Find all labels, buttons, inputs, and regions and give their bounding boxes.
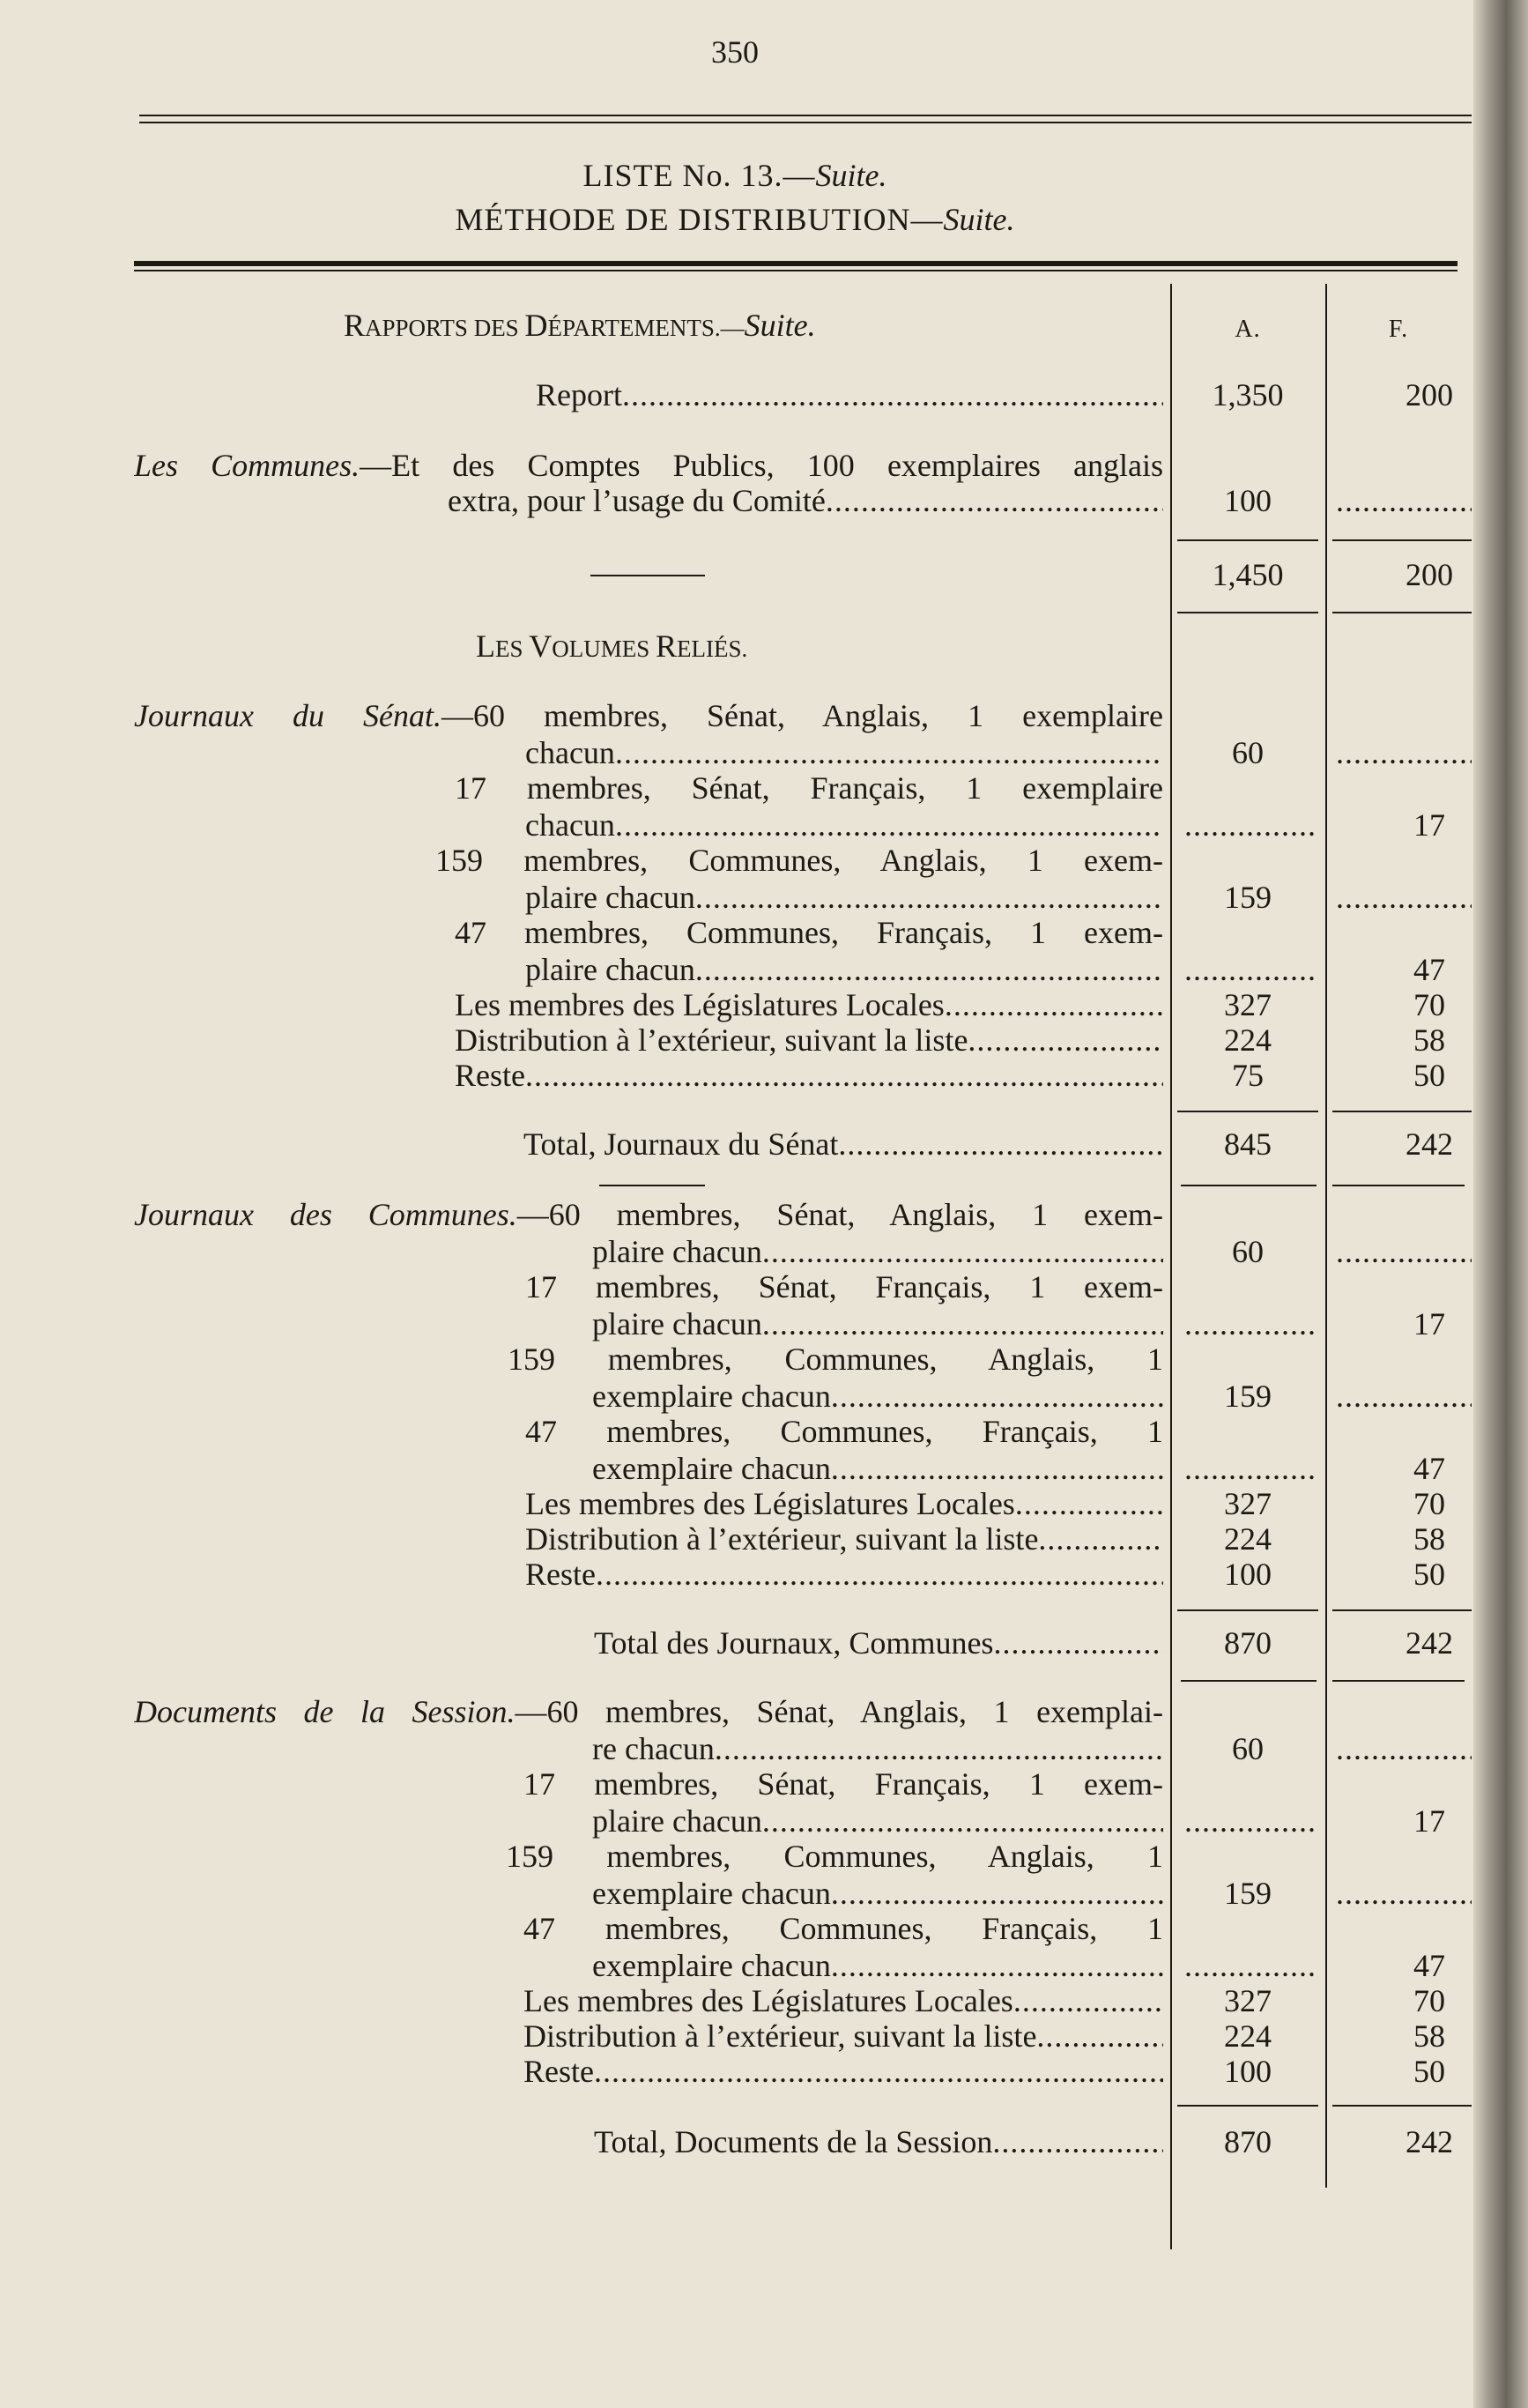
communes-line10: Distribution à l’extérieur, suivant la liste .....: [525, 1521, 1163, 1558]
senat-a-4-empty: [1184, 952, 1317, 987]
communes-a-7: 100: [1224, 1557, 1272, 1592]
communes-line11: Reste .....: [525, 1557, 1163, 1594]
communes-line8: exemplaire chacun .....: [592, 1451, 1163, 1488]
communes-total-rule-f: [1332, 1609, 1472, 1611]
top-double-rule-2: [139, 122, 1472, 123]
documents-f-3-empty: [1336, 1876, 1472, 1911]
communes-f-2: 17: [1413, 1306, 1445, 1341]
communes-total-rule-a: [1177, 1609, 1318, 1611]
documents-line2: re chacun .....: [592, 1731, 1163, 1768]
page-number: 350: [711, 34, 759, 70]
communes-total-bottom-f: [1332, 1680, 1465, 1682]
documents-total-line: Total, Documents de la Session .....: [594, 2124, 1163, 2161]
header-thin-rule: [134, 270, 1458, 271]
column-header-a: A.: [1235, 316, 1261, 343]
communes-f-5: 70: [1413, 1486, 1445, 1521]
list-title-number: No. 13.—: [682, 158, 816, 193]
documents-line8: exemplaire chacun .....: [592, 1948, 1163, 1985]
senat-total-rule-a: [1177, 1111, 1318, 1112]
senat-total-bottom-a: [1181, 1185, 1317, 1186]
documents-a-2-empty: [1184, 1803, 1317, 1839]
documents-line4: plaire chacun .....: [592, 1803, 1163, 1840]
senat-total-rule-f: [1332, 1111, 1472, 1112]
documents-a-3: 159: [1224, 1876, 1272, 1911]
communes-total-line: Total des Journaux, Communes .....: [594, 1625, 1163, 1662]
column-header-f: F.: [1388, 316, 1409, 343]
communes-a-4-empty: [1184, 1451, 1317, 1486]
documents-line6: exemplaire chacun .....: [592, 1876, 1163, 1913]
documents-a-1: 60: [1232, 1731, 1264, 1766]
documents-total-rule-a: [1177, 2105, 1318, 2107]
senat-total-a: 845: [1224, 1126, 1272, 1162]
report-line: Report .....: [536, 377, 1163, 414]
communes-total-f: 242: [1406, 1625, 1453, 1661]
communes-a-2-empty: [1184, 1306, 1317, 1341]
documents-line1: Documents de la Session.—60 membres, Sénat, Anglais, 1 exemplai-: [134, 1694, 1163, 1729]
communes-a-value: 100: [1224, 483, 1272, 518]
senat-total-bottom-f: [1332, 1185, 1465, 1186]
senat-total-f: 242: [1406, 1126, 1453, 1162]
senat-line4: chacun .....: [525, 807, 1163, 844]
senat-line5: 159 membres, Communes, Anglais, 1 exem-: [435, 843, 1163, 878]
documents-line9: Les membres des Législatures Locales .....: [523, 1983, 1163, 2020]
method-title: [0, 201, 1470, 238]
communes-line6: exemplaire chacun .....: [592, 1379, 1163, 1416]
documents-line7: 47 membres, Communes, Français, 1: [523, 1911, 1163, 1946]
senat-line1: Journaux du Sénat.—60 membres, Sénat, Anglais, 1 exemplaire: [134, 698, 1163, 733]
volumes-relies-heading: LES VOLUMES RELIÉS.: [476, 628, 748, 664]
rapports-heading: RAPPORTS DES DÉPARTEMENTS.—Suite.: [344, 308, 816, 343]
subtotal-f-value: 200: [1406, 557, 1453, 592]
communes-f-7: 50: [1413, 1557, 1445, 1592]
subtotal-rule-f: [1332, 539, 1472, 541]
documents-line3: 17 membres, Sénat, Français, 1 exem-: [523, 1766, 1163, 1802]
communes-entry-line2: extra, pour l’usage du Comité .....: [448, 483, 1163, 520]
communes-a-5: 327: [1224, 1486, 1272, 1521]
senat-a-1: 60: [1232, 735, 1264, 770]
communes-f-4: 47: [1413, 1451, 1445, 1486]
list-title-liste: LISTE: [582, 158, 674, 193]
top-double-rule-1: [139, 115, 1472, 116]
senat-a-2-empty: [1184, 807, 1317, 843]
senat-f-2: 17: [1413, 807, 1445, 843]
senat-f-7: 50: [1413, 1058, 1445, 1093]
documents-total-a: 870: [1224, 2124, 1272, 2159]
header-thick-rule: [134, 261, 1458, 266]
senat-line7: 47 membres, Communes, Français, 1 exem-: [455, 915, 1163, 950]
senat-line9: Les membres des Législatures Locales .....: [455, 987, 1163, 1024]
communes-f-1-empty: [1336, 1234, 1472, 1269]
communes-entry-line1: Les Communes.—Et des Comptes Publics, 100 exemplaires anglais: [134, 448, 1163, 483]
senat-line2: chacun .....: [525, 735, 1163, 772]
senat-line11: Reste .....: [455, 1058, 1163, 1095]
communes-a-1: 60: [1232, 1234, 1264, 1269]
senat-a-5: 327: [1224, 987, 1272, 1022]
documents-f-6: 58: [1413, 2018, 1445, 2054]
subtotal-rule-a: [1177, 539, 1318, 541]
communes-line2: plaire chacun .....: [592, 1234, 1163, 1271]
column-divider-a: [1170, 284, 1172, 2249]
communes-a-3: 159: [1224, 1379, 1272, 1414]
documents-f-5: 70: [1413, 1983, 1445, 2018]
communes-total-a: 870: [1224, 1625, 1272, 1661]
senat-f-6: 58: [1413, 1022, 1445, 1058]
senat-f-1-empty: [1336, 735, 1472, 770]
documents-a-4-empty: [1184, 1948, 1317, 1983]
report-f-value: 200: [1406, 377, 1453, 412]
senat-separator: [599, 1185, 705, 1186]
communes-a-6: 224: [1224, 1521, 1272, 1557]
senat-f-4: 47: [1413, 952, 1445, 987]
documents-f-7: 50: [1413, 2054, 1445, 2089]
subtotal-a-value: 1,450: [1212, 557, 1284, 592]
senat-a-6: 224: [1224, 1022, 1272, 1058]
documents-line11: Reste .....: [523, 2054, 1163, 2091]
senat-line8: plaire chacun .....: [525, 952, 1163, 989]
subtotal-dash: [590, 575, 705, 576]
senat-a-7: 75: [1232, 1058, 1264, 1093]
communes-line3: 17 membres, Sénat, Français, 1 exem-: [525, 1269, 1163, 1304]
report-a-value: 1,350: [1212, 377, 1284, 412]
method-title-text: MÉTHODE DE DISTRIBUTION—: [455, 202, 944, 237]
communes-f-3-empty: [1336, 1379, 1472, 1414]
documents-f-1-empty: [1336, 1731, 1472, 1766]
subtotal-rule-bottom-a: [1177, 612, 1318, 613]
senat-line6: plaire chacun .....: [525, 880, 1163, 917]
column-divider-f: [1325, 284, 1327, 2188]
communes-line5: 159 membres, Communes, Anglais, 1: [508, 1341, 1163, 1377]
subtotal-rule-bottom-f: [1332, 612, 1472, 613]
senat-line3: 17 membres, Sénat, Français, 1 exemplaire: [455, 770, 1163, 806]
communes-line9: Les membres des Législatures Locales .....: [525, 1486, 1163, 1523]
senat-total-line: Total, Journaux du Sénat .....: [523, 1126, 1163, 1163]
communes-f-empty: [1336, 483, 1472, 518]
senat-f-3-empty: [1336, 880, 1472, 915]
method-title-suite: Suite.: [943, 202, 1015, 237]
documents-a-6: 224: [1224, 2018, 1272, 2054]
communes-line1: Journaux des Communes.—60 membres, Sénat, Anglais, 1 exem-: [134, 1197, 1163, 1232]
list-title: [0, 157, 1470, 194]
communes-line4: plaire chacun .....: [592, 1306, 1163, 1343]
documents-a-5: 327: [1224, 1983, 1272, 2018]
communes-line7: 47 membres, Communes, Français, 1: [525, 1414, 1163, 1449]
documents-line5: 159 membres, Communes, Anglais, 1: [506, 1839, 1163, 1874]
senat-a-3: 159: [1224, 880, 1272, 915]
communes-total-bottom-a: [1181, 1680, 1317, 1682]
documents-total-rule-f: [1332, 2105, 1472, 2107]
senat-line10: Distribution à l’extérieur, suivant la liste .....: [455, 1022, 1163, 1059]
documents-f-2: 17: [1413, 1803, 1445, 1839]
documents-a-7: 100: [1224, 2054, 1272, 2089]
documents-total-f: 242: [1406, 2124, 1453, 2159]
documents-f-4: 47: [1413, 1948, 1445, 1983]
senat-f-5: 70: [1413, 987, 1445, 1022]
documents-line10: Distribution à l’extérieur, suivant la liste .....: [523, 2018, 1163, 2055]
communes-f-6: 58: [1413, 1521, 1445, 1557]
list-title-suite: Suite.: [815, 158, 887, 193]
